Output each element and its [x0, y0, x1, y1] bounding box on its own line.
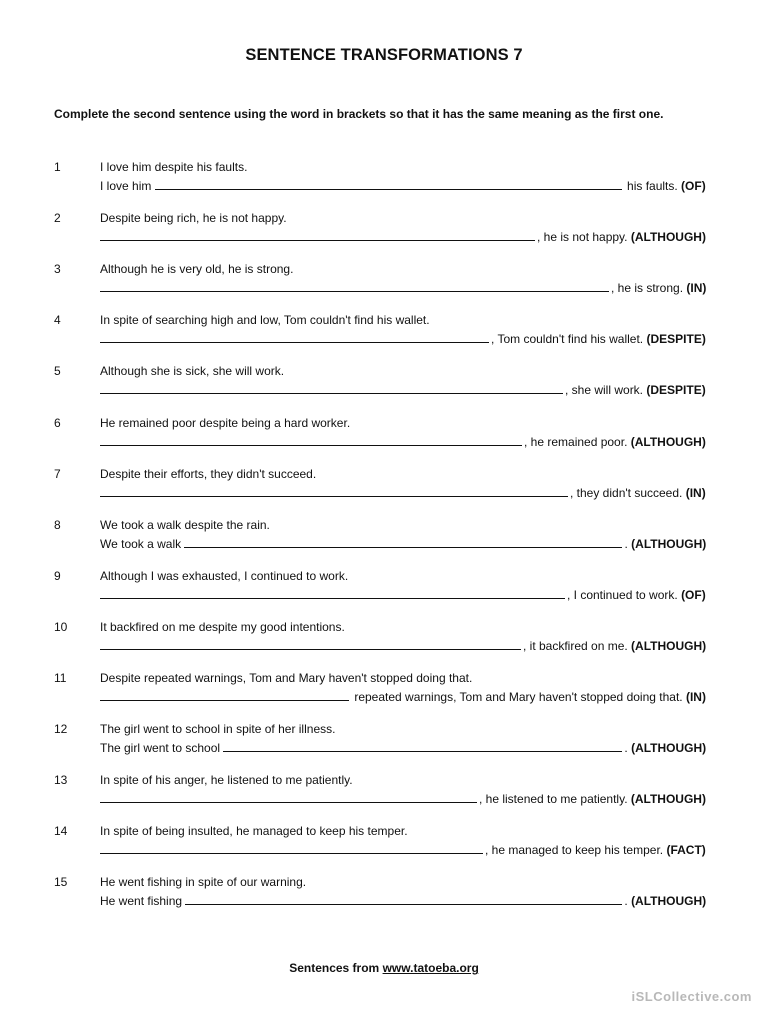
exercise-item [0, 211, 768, 251]
sentence-suffix: repeated warnings, Tom and Mary haven't stopped doing that. [351, 690, 686, 704]
exercise-item [0, 467, 768, 507]
original-sentence: In spite of his anger, he listened to me patiently. [100, 773, 353, 788]
original-sentence: It backfired on me despite my good intentions. [100, 619, 345, 634]
sentence-suffix: , I continued to work. [567, 587, 682, 602]
sentence-suffix: , he listened to me patiently. [479, 792, 631, 807]
original-sentence: I love him despite his faults. [100, 160, 248, 174]
answer-blank[interactable] [185, 892, 622, 905]
sentence-suffix: , she will work. [565, 383, 647, 398]
sentence-suffix: his faults. [623, 179, 682, 193]
sentence-suffix: . [624, 536, 632, 551]
answer-blank[interactable] [100, 688, 349, 701]
sentence-suffix: , they didn't succeed. [570, 485, 686, 500]
keyword: (ALTHOUGH) [630, 434, 706, 449]
original-sentence: We took a walk despite the rain. [100, 517, 270, 532]
original-sentence: In spite of being insulted, he managed to keep his temper. [100, 824, 408, 839]
transformed-sentence [100, 279, 706, 295]
keyword: (DESPITE) [646, 332, 706, 347]
keyword: (ALTHOUGH) [630, 792, 706, 807]
answer-blank[interactable] [223, 739, 622, 752]
keyword: (ALTHOUGH) [631, 536, 707, 551]
sentence-prefix: The girl went to school [100, 741, 224, 756]
item-number: 4 [54, 313, 61, 328]
keyword: (IN) [685, 690, 706, 704]
transformed-sentence [100, 739, 706, 755]
watermark: iSLCollective.com [631, 989, 752, 1004]
answer-blank[interactable] [184, 535, 622, 548]
exercise-item [0, 160, 768, 200]
keyword: (DESPITE) [646, 383, 706, 398]
item-number: 3 [54, 262, 61, 277]
original-sentence: He went fishing in spite of our warning. [100, 875, 307, 890]
exercise-item [0, 824, 768, 864]
original-sentence: The girl went to school in spite of her illness. [100, 722, 336, 737]
exercise-item [0, 773, 768, 813]
sentence-suffix: , Tom couldn't find his wallet. [491, 332, 647, 347]
keyword: (IN) [686, 281, 707, 296]
item-number: 15 [54, 875, 68, 890]
keyword: (IN) [685, 485, 706, 500]
item-number: 9 [54, 568, 61, 583]
exercise-item [0, 262, 768, 302]
transformed-sentence [100, 535, 706, 551]
item-number: 11 [54, 671, 67, 685]
answer-blank[interactable] [100, 381, 563, 394]
transformed-sentence [100, 688, 706, 704]
sentence-suffix: . [624, 894, 632, 909]
original-sentence: Although she is sick, she will work. [100, 364, 285, 379]
original-sentence: Despite repeated warnings, Tom and Mary haven't stopped doing that. [100, 671, 473, 685]
answer-blank[interactable] [100, 637, 521, 650]
sentence-suffix: . [624, 741, 632, 756]
keyword: (ALTHOUGH) [630, 230, 706, 245]
transformed-sentence [100, 330, 706, 346]
exercise-item [0, 416, 768, 456]
original-sentence: He remained poor despite being a hard worker. [100, 415, 351, 430]
transformed-sentence [100, 637, 706, 653]
sentence-prefix: He went fishing [100, 894, 186, 909]
exercise-item [0, 364, 768, 404]
transformed-sentence [100, 586, 706, 602]
exercise-item [0, 569, 768, 609]
exercise-item [0, 875, 768, 915]
exercise-item [0, 518, 768, 558]
exercise-item [0, 722, 768, 762]
item-number: 14 [54, 824, 68, 839]
answer-blank[interactable] [100, 228, 535, 241]
original-sentence: In spite of searching high and low, Tom couldn't find his wallet. [100, 313, 430, 328]
answer-blank[interactable] [100, 790, 477, 803]
item-number: 8 [54, 517, 61, 532]
exercise-item [0, 313, 768, 353]
transformed-sentence [100, 228, 706, 244]
sentence-suffix: , he is strong. [611, 281, 687, 296]
sentence-suffix: , he managed to keep his temper. [485, 843, 667, 858]
exercise-item [0, 620, 768, 660]
transformed-sentence [100, 484, 706, 500]
original-sentence: Although I was exhausted, I continued to work. [100, 568, 349, 583]
instructions: Complete the second sentence using the word in brackets so that it has the same meaning as the first one. [54, 107, 664, 121]
sentence-suffix: , it backfired on me. [523, 638, 632, 653]
transformed-sentence [100, 790, 706, 806]
answer-blank[interactable] [100, 279, 609, 292]
sentence-prefix: I love him [100, 179, 155, 193]
transformed-sentence [100, 177, 706, 193]
item-number: 12 [54, 722, 68, 737]
footer-text: Sentences from [289, 961, 380, 975]
item-number: 13 [54, 773, 68, 788]
sentence-suffix: , he remained poor. [524, 434, 631, 449]
answer-blank[interactable] [100, 841, 483, 854]
transformed-sentence [100, 433, 706, 449]
sentence-prefix: We took a walk [100, 536, 185, 551]
keyword: (ALTHOUGH) [631, 638, 707, 653]
item-number: 7 [54, 466, 61, 481]
keyword: (FACT) [666, 843, 706, 858]
item-number: 5 [54, 364, 61, 379]
transformed-sentence [100, 381, 706, 397]
transformed-sentence [100, 892, 706, 908]
tatoeba-link[interactable]: www.tatoeba.org [382, 961, 479, 975]
footer [0, 961, 768, 975]
item-number: 1 [54, 160, 61, 174]
answer-blank[interactable] [100, 586, 565, 599]
keyword: (OF) [681, 587, 706, 602]
sentence-suffix: , he is not happy. [537, 230, 631, 245]
keyword: (ALTHOUGH) [631, 741, 707, 756]
exercise-item [0, 671, 768, 711]
keyword: (OF) [681, 179, 706, 193]
item-number: 2 [54, 211, 61, 226]
original-sentence: Although he is very old, he is strong. [100, 262, 294, 277]
answer-blank[interactable] [100, 330, 489, 343]
keyword: (ALTHOUGH) [631, 894, 707, 909]
transformed-sentence [100, 841, 706, 857]
item-number: 6 [54, 415, 61, 430]
answer-blank[interactable] [155, 177, 622, 190]
item-number: 10 [54, 619, 68, 634]
original-sentence: Despite their efforts, they didn't succeed. [100, 466, 317, 481]
original-sentence: Despite being rich, he is not happy. [100, 211, 287, 226]
answer-blank[interactable] [100, 433, 522, 446]
answer-blank[interactable] [100, 484, 568, 497]
page-title: SENTENCE TRANSFORMATIONS 7 [245, 46, 523, 64]
